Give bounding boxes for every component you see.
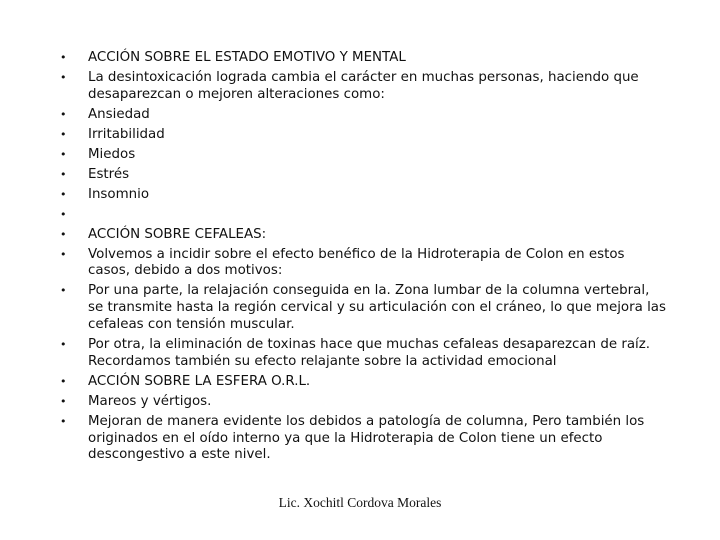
bullet-icon: • xyxy=(60,414,67,428)
heading-emotional: ACCIÓN SOBRE EL ESTADO EMOTIVO Y MENTAL xyxy=(88,50,406,65)
list-item-text: Mejoran de manera evidente los debidos a patología de columna, Pero también los originados en el oído interno ya que la Hidroterapia de Colon tiene un efecto descongestivo a este nivel. xyxy=(88,413,645,463)
bullet-icon: • xyxy=(60,247,67,261)
list-item xyxy=(58,374,668,391)
heading-headaches: ACCIÓN SOBRE CEFALEAS: xyxy=(88,226,267,242)
bullet-icon: • xyxy=(60,70,67,84)
list-item xyxy=(58,70,668,104)
bullet-icon: • xyxy=(60,167,67,181)
list-item-text: Estrés xyxy=(88,166,130,182)
list-item xyxy=(58,247,668,281)
list-item xyxy=(58,187,668,204)
bullet-list xyxy=(58,50,668,467)
list-item xyxy=(58,50,668,67)
bullet-icon: • xyxy=(60,227,67,241)
list-item xyxy=(58,227,668,244)
bullet-icon: • xyxy=(60,374,67,388)
list-item-text: Irritabilidad xyxy=(88,126,165,142)
list-item xyxy=(58,167,668,184)
list-item xyxy=(58,147,668,164)
list-item-text: La desintoxicación lograda cambia el carácter en muchas personas, haciendo que desaparezcan o mejoren alteraciones como: xyxy=(88,69,639,102)
bullet-icon: • xyxy=(60,187,67,201)
bullet-icon: • xyxy=(60,207,67,221)
list-item-text: Por otra, la eliminación de toxinas hace que muchas cefaleas desaparezcan de raíz. xyxy=(88,337,651,353)
list-item-text: Ansiedad xyxy=(88,106,150,122)
bullet-icon: • xyxy=(60,147,67,161)
list-item-continuation: Recordamos también su efecto relajante sobre la actividad emocional xyxy=(88,353,557,369)
bullet-icon: • xyxy=(60,338,67,352)
bullet-icon: • xyxy=(60,127,67,141)
list-item xyxy=(58,337,668,371)
list-item-empty xyxy=(58,207,668,224)
bullet-icon: • xyxy=(60,284,67,298)
footer-author: Lic. Xochitl Cordova Morales xyxy=(278,495,442,510)
list-item xyxy=(58,394,668,411)
list-item-text: Volvemos a incidir sobre el efecto benéfico de la Hidroterapia de Colon en estos casos, debido a dos motivos: xyxy=(88,246,625,279)
list-item xyxy=(58,414,668,464)
bullet-icon: • xyxy=(60,394,67,408)
bullet-icon: • xyxy=(60,51,67,64)
list-item-text: Mareos y vértigos. xyxy=(88,393,212,409)
list-item-text: Insomnio xyxy=(88,186,150,202)
list-item-text: Miedos xyxy=(88,146,136,162)
bullet-icon: • xyxy=(60,107,67,121)
list-item-text: Por una parte, la relajación conseguida en la. Zona lumbar de la columna vertebral, se transmite hasta la región cervical y su articulación con el cráneo, lo que mejora las cefaleas con tensión muscular. xyxy=(88,283,666,333)
list-item xyxy=(58,107,668,124)
list-item xyxy=(58,283,668,333)
heading-orl: ACCIÓN SOBRE LA ESFERA O.R.L. xyxy=(88,373,311,389)
list-item xyxy=(58,127,668,144)
